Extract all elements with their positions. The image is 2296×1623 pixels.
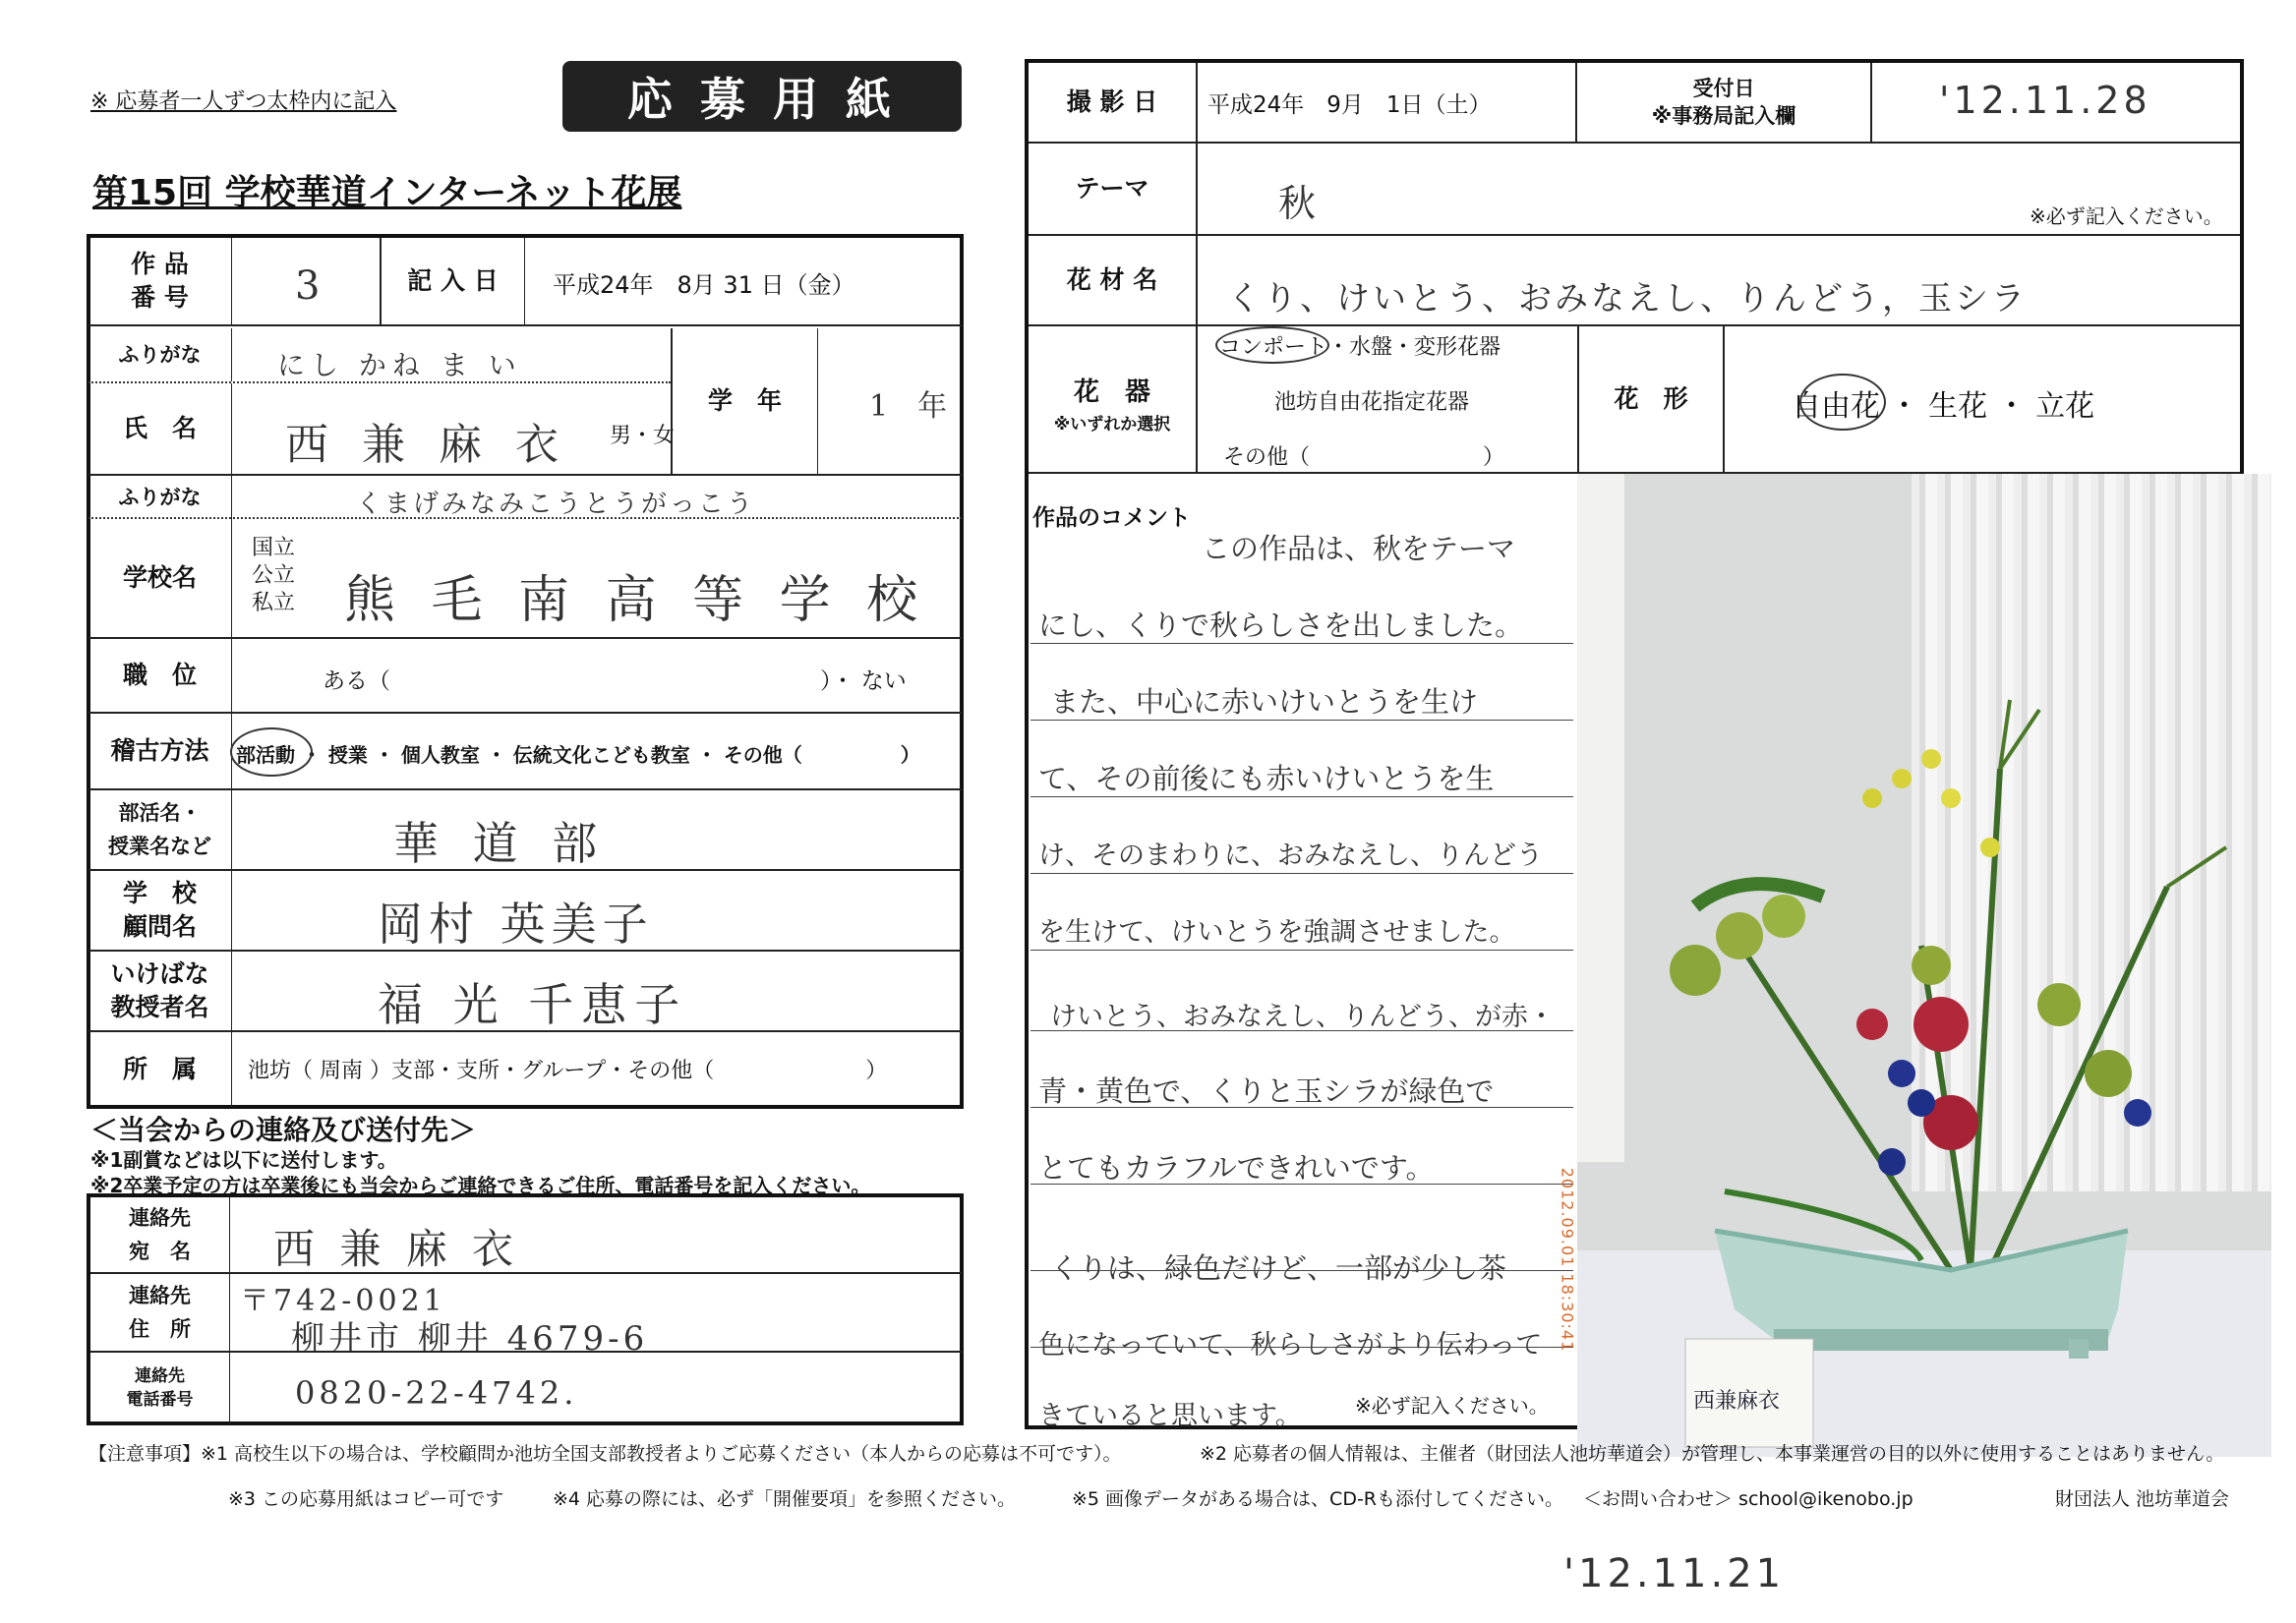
contact-heading: ＜当会からの連絡及び送付先＞ <box>90 1114 477 1146</box>
comment-line: くりは、緑色だけど、一部が少し茶 <box>1050 1251 1507 1285</box>
comment-line: けいとう、おみなえし、りんどう、が赤・ <box>1050 1002 1555 1032</box>
comment-line: きていると思います。 <box>1038 1401 1302 1431</box>
vessel-circle <box>1215 326 1329 364</box>
school-furigana-label: ふりがな <box>88 476 232 519</box>
address-value[interactable]: 柳井市 柳井 4679-6 <box>291 1319 649 1359</box>
comment-label: 作品のコメント <box>1032 505 1191 531</box>
work-number-value[interactable]: 3 <box>295 263 321 309</box>
school-furigana-value[interactable]: くまげみなみこうとうがっこう <box>356 490 756 519</box>
phone-label: 連絡先 電話番号 <box>90 1353 230 1423</box>
vessel-options-2[interactable]: 池坊自由花指定花器 <box>1274 390 1470 415</box>
entry-date-label: 記 入 日 <box>380 238 525 326</box>
furigana-label: ふりがな <box>88 328 232 381</box>
entry-date-value[interactable]: 平成24年 8月 31 日（金） <box>553 271 855 299</box>
footer-note-2b: ※4 応募の際には、必ず「開催要項」を参照ください。 <box>553 1488 1017 1510</box>
received-stamp: '12.11.21 <box>1563 1551 1786 1596</box>
comment-required-note: ※必ず記入ください。 <box>1355 1394 1549 1418</box>
name-furigana-value[interactable]: にし かね ま い <box>277 349 522 381</box>
received-date-value: '12.11.28 <box>1939 79 2151 122</box>
materials-value[interactable]: くり、けいとう、おみなえし、りんどう，玉シラ <box>1227 279 2028 319</box>
entry-note: ※ 応募者一人ずつ太枠内に記入 <box>90 89 397 114</box>
affiliation-value[interactable]: 池坊（ 周南 ）支部・支所・グループ・その他（ ） <box>248 1059 888 1083</box>
comment-line: を生けて、けいとうを強調させました。 <box>1038 917 1516 948</box>
name-label: 氏 名 <box>88 383 232 474</box>
event-title: 第15回 学校華道インターネット花展 <box>92 173 682 213</box>
received-label: 受付日 ※事務局記入欄 <box>1575 63 1872 142</box>
teacher-value[interactable]: 福 光 千恵子 <box>378 978 688 1031</box>
gender-option[interactable]: 男・女 <box>610 424 676 448</box>
grade-label: 学 年 <box>671 328 818 474</box>
club-value[interactable]: 華 道 部 <box>393 817 608 870</box>
vessel-options[interactable]: コンポート・水盤・変形花器 <box>1219 335 1501 360</box>
photo-date-value[interactable]: 平成24年 9月 1日（土） <box>1207 92 1492 118</box>
vessel-sub-label: ※いずれか選択 <box>1053 415 1171 435</box>
name-card-text: 西兼麻衣 <box>1693 1389 1781 1414</box>
position-label: 職 位 <box>88 639 232 712</box>
address-label: 連絡先 住 所 <box>90 1274 230 1351</box>
advisor-label: 学 校 顧問名 <box>88 871 232 950</box>
theme-required-note: ※必ず記入ください。 <box>2030 204 2223 228</box>
artwork-photo <box>1558 474 2271 1457</box>
practice-circle <box>230 727 313 777</box>
footer-note-2a: ※3 この応募用紙はコピー可です <box>228 1488 504 1510</box>
position-options[interactable]: ある（ ）・ ない <box>323 668 907 694</box>
materials-label: 花 材 名 <box>1029 236 1198 324</box>
teacher-label: いけばな 教授者名 <box>88 952 232 1030</box>
practice-options[interactable]: 部活動 ・ 授業 ・ 個人教室 ・ 伝統文化こども教室 ・ その他（ ） <box>236 743 920 767</box>
flower-arrangement <box>1577 474 2271 1457</box>
footer-note-1b: ※2 応募者の個人情報は、主催者（財団法人池坊華道会）が管理し、本事業運営の目的以外に使用することはありません。 <box>1200 1443 2225 1465</box>
addressee-label: 連絡先 宛 名 <box>90 1197 230 1272</box>
school-label: 学校名 <box>88 519 232 637</box>
comment-line: にし、くりで秋らしさを出しました。 <box>1038 609 1524 642</box>
photo-timestamp: 2012.09.01 18:30:41 <box>1558 1167 1577 1353</box>
form-label: 花 形 <box>1577 326 1725 472</box>
comment-line: この作品は、秋をテーマ <box>1202 532 1516 565</box>
school-type-options[interactable]: 国立 公立 私立 <box>252 536 296 615</box>
club-label: 部活名・ 授業名など <box>88 790 232 869</box>
vessel-label-cell <box>1029 326 1198 472</box>
work-number-label: 作 品 番 号 <box>88 238 232 326</box>
vessel-label: 花 器 <box>1073 377 1150 407</box>
theme-value[interactable]: 秋 <box>1278 182 1317 225</box>
postal-value[interactable]: 〒742-0021 <box>240 1284 446 1318</box>
comment-line: とてもカラフルできれいです。 <box>1038 1151 1435 1185</box>
name-value[interactable]: 西 兼 麻 衣 <box>285 420 568 470</box>
contact-note-1: ※1副賞などは以下に送付します。 <box>90 1148 397 1172</box>
photo-date-label: 撮 影 日 <box>1029 63 1198 142</box>
theme-label: テーマ <box>1029 144 1198 234</box>
footer-contact[interactable]: ＜お問い合わせ＞ school@ikenobo.jp <box>1583 1488 1913 1510</box>
form-options[interactable]: 自由花 ・ 生花 ・ 立花 <box>1792 389 2095 424</box>
form-title: 応 募 用 紙 <box>562 61 962 132</box>
form-circle <box>1799 374 1886 431</box>
grade-value[interactable]: 1 年 <box>869 389 948 424</box>
addressee-value[interactable]: 西 兼 麻 衣 <box>273 1225 520 1273</box>
comment-line: て、その前後にも赤いけいとうを生 <box>1038 762 1495 795</box>
comment-line: 青・黄色で、くりと玉シラが緑色で <box>1038 1074 1495 1108</box>
footer-org: 財団法人 池坊華道会 <box>2055 1488 2230 1510</box>
comment-line: 色になっていて、秋らしさがより伝わって <box>1038 1330 1543 1361</box>
comment-line: け、そのまわりに、おみなえし、りんどう <box>1038 840 1543 871</box>
school-value[interactable]: 熊 毛 南 高 等 学 校 <box>344 571 928 630</box>
advisor-value[interactable]: 岡村 英美子 <box>378 898 654 951</box>
practice-label: 稽古方法 <box>88 714 232 788</box>
vessel-other[interactable]: その他（ ） <box>1223 445 1505 470</box>
contact-note-2: ※2卒業予定の方は卒業後にも当会からご連絡できるご住所、電話番号を記入ください。 <box>90 1174 871 1197</box>
footer-note-1a: 【注意事項】※1 高校生以下の場合は、学校顧問か池坊全国支部教授者よりご応募ください（本人からの応募は不可です）。 <box>88 1443 1122 1465</box>
comment-line: また、中心に赤いけいとうを生け <box>1050 685 1479 719</box>
phone-value[interactable]: 0820-22-4742. <box>295 1374 578 1412</box>
footer-note-2c: ※5 画像データがある場合は、CD-Rも添付してください。 <box>1072 1488 1564 1510</box>
affiliation-label: 所 属 <box>88 1032 232 1107</box>
